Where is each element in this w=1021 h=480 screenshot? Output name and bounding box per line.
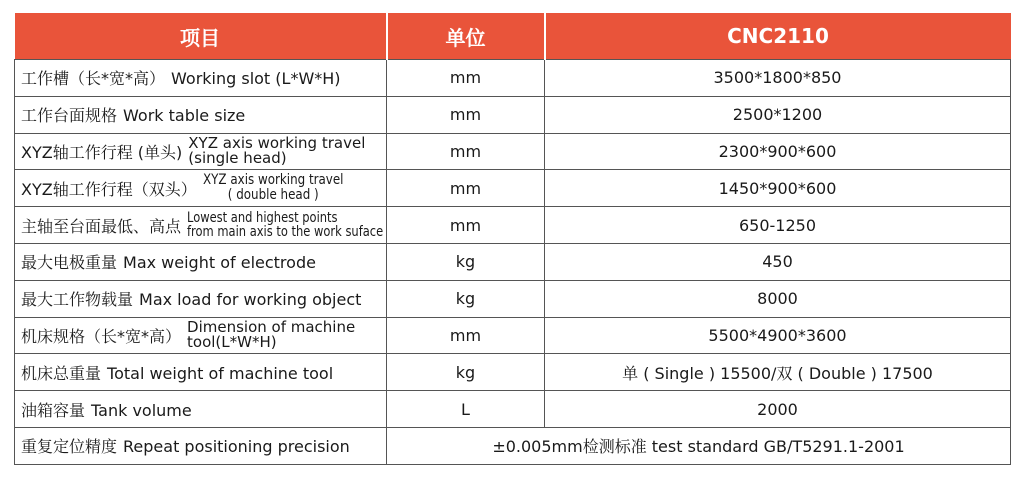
header-row — [15, 13, 1011, 60]
item-zh: XYZ轴工作行程（双头） — [21, 179, 197, 199]
item-cell — [15, 96, 387, 133]
item-en: Repeat positioning precision — [123, 437, 350, 457]
value-cell: 5500*4900*3600 — [545, 317, 1011, 354]
unit-cell: mm — [387, 170, 545, 207]
item-en-line1: XYZ axis working travel — [202, 172, 344, 189]
unit-cell: mm — [387, 317, 545, 354]
item-cell — [15, 170, 387, 207]
value-cell: 650-1250 — [545, 207, 1011, 244]
table-row — [15, 427, 1011, 464]
item-zh: 工作槽（长*宽*高） — [21, 69, 166, 89]
unit-cell: mm — [387, 96, 545, 133]
unit-cell: mm — [387, 60, 545, 97]
item-en: Max weight of electrode — [123, 253, 316, 273]
table-row — [15, 170, 1011, 207]
item-cell — [15, 243, 387, 280]
item-cell — [15, 133, 387, 170]
value-cell-merged: ±0.005mm检测标准 test standard GB/T5291.1-2001 — [387, 427, 1011, 464]
unit-cell: kg — [387, 280, 545, 317]
value-cell: 8000 — [545, 280, 1011, 317]
table-row — [15, 133, 1011, 170]
item-cell — [15, 391, 387, 428]
value-cell: 450 — [545, 243, 1011, 280]
item-zh: 最大工作物载量 — [21, 290, 134, 310]
spec-table — [14, 13, 1011, 465]
item-cell — [15, 207, 387, 244]
item-cell — [15, 317, 387, 354]
table-row — [15, 354, 1011, 391]
value-cell: 1450*900*600 — [545, 170, 1011, 207]
item-zh: XYZ轴工作行程 (单头) — [21, 142, 183, 162]
item-en-line2: from main axis to the work suface — [187, 224, 384, 241]
header-unit: 单位 — [387, 13, 545, 60]
item-en: Max load for working object — [139, 290, 362, 310]
value-cell: 2300*900*600 — [545, 133, 1011, 170]
unit-cell: mm — [387, 133, 545, 170]
item-zh: 重复定位精度 — [21, 437, 118, 457]
unit-cell: kg — [387, 354, 545, 391]
unit-cell: mm — [387, 207, 545, 244]
item-zh: 机床规格（长*宽*高） — [21, 326, 182, 346]
item-zh: 最大电极重量 — [21, 253, 118, 273]
table-row — [15, 60, 1011, 97]
table-row — [15, 280, 1011, 317]
value-cell: 单 ( Single ) 15500/双 ( Double ) 17500 — [545, 354, 1011, 391]
table-row — [15, 243, 1011, 280]
item-zh: 工作台面规格 — [21, 106, 118, 126]
table-row — [15, 207, 1011, 244]
table-row — [15, 317, 1011, 354]
item-en: Working slot (L*W*H) — [171, 69, 341, 89]
unit-cell: L — [387, 391, 545, 428]
value-cell: 3500*1800*850 — [545, 60, 1011, 97]
item-en: Tank volume — [91, 400, 192, 420]
table-row — [15, 96, 1011, 133]
item-en: Total weight of machine tool — [107, 363, 334, 383]
item-zh: 机床总重量 — [21, 363, 102, 383]
unit-cell: kg — [387, 243, 545, 280]
item-cell — [15, 427, 387, 464]
header-item: 项目 — [15, 13, 387, 60]
item-en-line2: ( double head ) — [227, 187, 319, 204]
item-en-line1: Dimension of machine — [187, 318, 356, 337]
item-zh: 油箱容量 — [21, 400, 86, 420]
item-en-line2: tool(L*W*H) — [187, 333, 277, 352]
item-en-line2: (single head) — [188, 149, 287, 168]
item-cell — [15, 354, 387, 391]
item-en: Work table size — [123, 106, 246, 126]
table-row — [15, 391, 1011, 428]
item-zh: 主轴至台面最低、高点 — [21, 216, 182, 236]
item-en-line1: XYZ axis working travel — [188, 134, 366, 153]
item-cell — [15, 60, 387, 97]
item-cell — [15, 280, 387, 317]
header-model: CNC2110 — [545, 13, 1011, 60]
value-cell: 2000 — [545, 391, 1011, 428]
value-cell: 2500*1200 — [545, 96, 1011, 133]
item-en-line1: Lowest and highest points — [187, 210, 338, 227]
